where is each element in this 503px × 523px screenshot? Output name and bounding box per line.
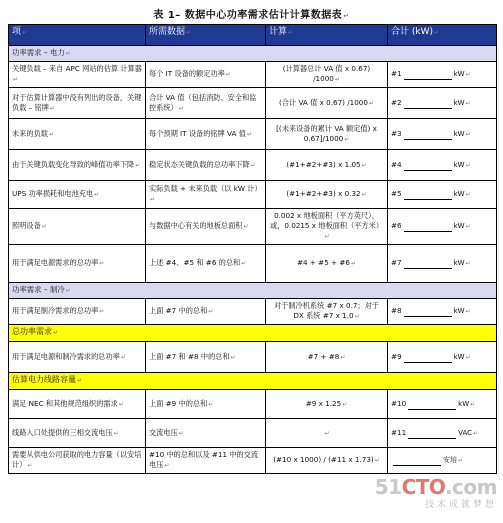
row-data-cell: 上面 #7 中的总和↵ xyxy=(146,299,266,325)
row-calc-cell: #9 x 1.25↵ xyxy=(266,390,388,419)
table-row xyxy=(9,181,497,209)
header-item: 项↵ xyxy=(9,25,146,46)
total-input-line[interactable] xyxy=(404,192,452,200)
total-input-line[interactable] xyxy=(408,402,456,410)
row-calc-cell: 对于制冷机系统 #7 x 0.7；对于 DX 系统 #7 x 1.0↵ xyxy=(266,299,388,325)
row-total-cell[interactable]: #6 kW↵ xyxy=(388,209,497,245)
header-data: 所需数据↵ xyxy=(146,25,266,46)
row-item-cell: 用于满足电源需求的总功率↵ xyxy=(9,245,146,283)
table-row xyxy=(9,150,497,181)
total-input-line[interactable] xyxy=(404,224,452,232)
section-row xyxy=(9,46,497,62)
site-watermark xyxy=(357,475,497,519)
section-label: 估算电力线路容量↵ xyxy=(9,373,497,390)
total-input-line[interactable] xyxy=(404,261,452,269)
row-calc-cell: 0.002 x 地板面积（平方英尺），或，0.0215 x 地板面积（平方米）↵ xyxy=(266,209,388,245)
total-input-line[interactable] xyxy=(404,163,452,171)
row-calc-cell: (合计 VA 值 x 0.67) /1000↵ xyxy=(266,88,388,119)
total-input-line[interactable] xyxy=(404,101,452,109)
row-calc-cell: (#10 x 1000) / (#11 x 1.73)↵ xyxy=(266,448,388,474)
row-total-cell[interactable]: #4 kW↵ xyxy=(388,150,497,181)
row-item-cell: 照明设备↵ xyxy=(9,209,146,245)
section-label: 功率需求 – 制冷↵ xyxy=(9,283,497,299)
row-item-cell: 满足 NEC 和其他规范组织的需求↵ xyxy=(9,390,146,419)
row-calc-cell: (#1+#2+#3) x 0.32↵ xyxy=(266,181,388,209)
row-calc-cell: (计算器总计 VA 值 x 0.67) /1000↵ xyxy=(266,62,388,88)
row-calc-cell: (#1+#2+#3) x 1.05↵ xyxy=(266,150,388,181)
row-data-cell: 上面 #7 和 #8 中的总和↵ xyxy=(146,342,266,373)
row-data-cell: 上面 #9 中的总和↵ xyxy=(146,390,266,419)
row-data-cell: 每个预期 IT 设备的铭牌 VA 值↵ xyxy=(146,119,266,150)
table-row xyxy=(9,390,497,419)
row-total-cell[interactable]: #2 kW↵ xyxy=(388,88,497,119)
row-total-cell[interactable]: #3 kW↵ xyxy=(388,119,497,150)
table-row xyxy=(9,448,497,474)
section-row xyxy=(9,325,497,342)
row-total-cell[interactable]: #5 kW↵ xyxy=(388,181,497,209)
row-item-cell: UPS 功率损耗和电池充电↵ xyxy=(9,181,146,209)
table-row xyxy=(9,209,497,245)
row-data-cell: 交流电压↵ xyxy=(146,419,266,448)
total-input-line[interactable] xyxy=(404,309,452,317)
row-data-cell: 上述 #4、#5 和 #6 的总和↵ xyxy=(146,245,266,283)
row-item-cell: 用于满足电源和制冷需求的总功率↵ xyxy=(9,342,146,373)
power-estimate-table xyxy=(8,24,497,474)
row-data-cell: 合计 VA 值（包括消防、安全和监控系统）↵ xyxy=(146,88,266,119)
row-data-cell: 稳定状态关键负载的总功率下降↵ xyxy=(146,150,266,181)
row-item-cell: 对于估算计算器中没有列出的设备，关键负载 – 铭牌↵ xyxy=(9,88,146,119)
row-item-cell: 关键负载 – 来自 APC 网站的估算 计算器↵ xyxy=(9,62,146,88)
section-label: 功率需求 – 电力↵ xyxy=(9,46,497,62)
row-calc-cell: #7 + #8↵ xyxy=(266,342,388,373)
row-data-cell: 每个 IT 设备的额定功率↵ xyxy=(146,62,266,88)
header-row xyxy=(9,25,497,46)
row-calc-cell: [(未来设备的累计 VA 额定值) x 0.67]/1000↵ xyxy=(266,119,388,150)
table-row xyxy=(9,245,497,283)
table-row xyxy=(9,119,497,150)
header-calc: 计算↵ xyxy=(266,25,388,46)
section-label: 总功率需求↵ xyxy=(9,325,497,342)
table-row xyxy=(9,299,497,325)
table-row xyxy=(9,419,497,448)
table-row xyxy=(9,88,497,119)
row-item-cell: 线路入口处提供的三相交流电压↵ xyxy=(9,419,146,448)
row-total-cell[interactable]: #11 VAC↵ xyxy=(388,419,497,448)
row-calc-cell: ↵ xyxy=(266,419,388,448)
total-input-line[interactable] xyxy=(404,355,452,363)
table-row xyxy=(9,62,497,88)
row-total-cell[interactable]: #1 kW↵ xyxy=(388,62,497,88)
row-item-cell: 由于关键负载变化导致的峰值功率下降↵ xyxy=(9,150,146,181)
row-total-cell[interactable]: 安培↵ xyxy=(388,448,497,474)
row-total-cell[interactable]: #8 kW↵ xyxy=(388,299,497,325)
table-title xyxy=(0,6,503,21)
row-calc-cell: #4 + #5 + #6↵ xyxy=(266,245,388,283)
table-row xyxy=(9,342,497,373)
row-total-cell[interactable]: #9 kW↵ xyxy=(388,342,497,373)
row-data-cell: #10 中的总和以及 #11 中的交流电压↵ xyxy=(146,448,266,474)
watermark-slogan: 技术成就梦想 xyxy=(424,500,497,510)
row-data-cell: 与数据中心有关的地板总面积↵ xyxy=(146,209,266,245)
total-input-line[interactable] xyxy=(393,458,441,466)
paragraph-mark-icon: ↵ xyxy=(343,12,350,20)
row-item-cell: 未来的负载↵ xyxy=(9,119,146,150)
total-input-line[interactable] xyxy=(404,72,452,80)
row-total-cell[interactable]: #10 kW↵ xyxy=(388,390,497,419)
row-total-cell[interactable]: #7 kW↵ xyxy=(388,245,497,283)
section-row xyxy=(9,283,497,299)
row-item-cell: 用于满足制冷需求的总功率↵ xyxy=(9,299,146,325)
section-row xyxy=(9,373,497,390)
table-title-text: 表 1– 数据中心功率需求估计计算数据表 xyxy=(153,10,343,21)
watermark-logo: 51CTO.com xyxy=(374,475,497,499)
total-input-line[interactable] xyxy=(404,132,452,140)
row-data-cell: 实际负载 + 未来负载（以 kW 计）↵ xyxy=(146,181,266,209)
header-total: 合计 (kW)↵ xyxy=(388,25,497,46)
row-item-cell: 需要从供电公司获取的电力容量（以安培计）↵ xyxy=(9,448,146,474)
total-input-line[interactable] xyxy=(408,431,456,439)
